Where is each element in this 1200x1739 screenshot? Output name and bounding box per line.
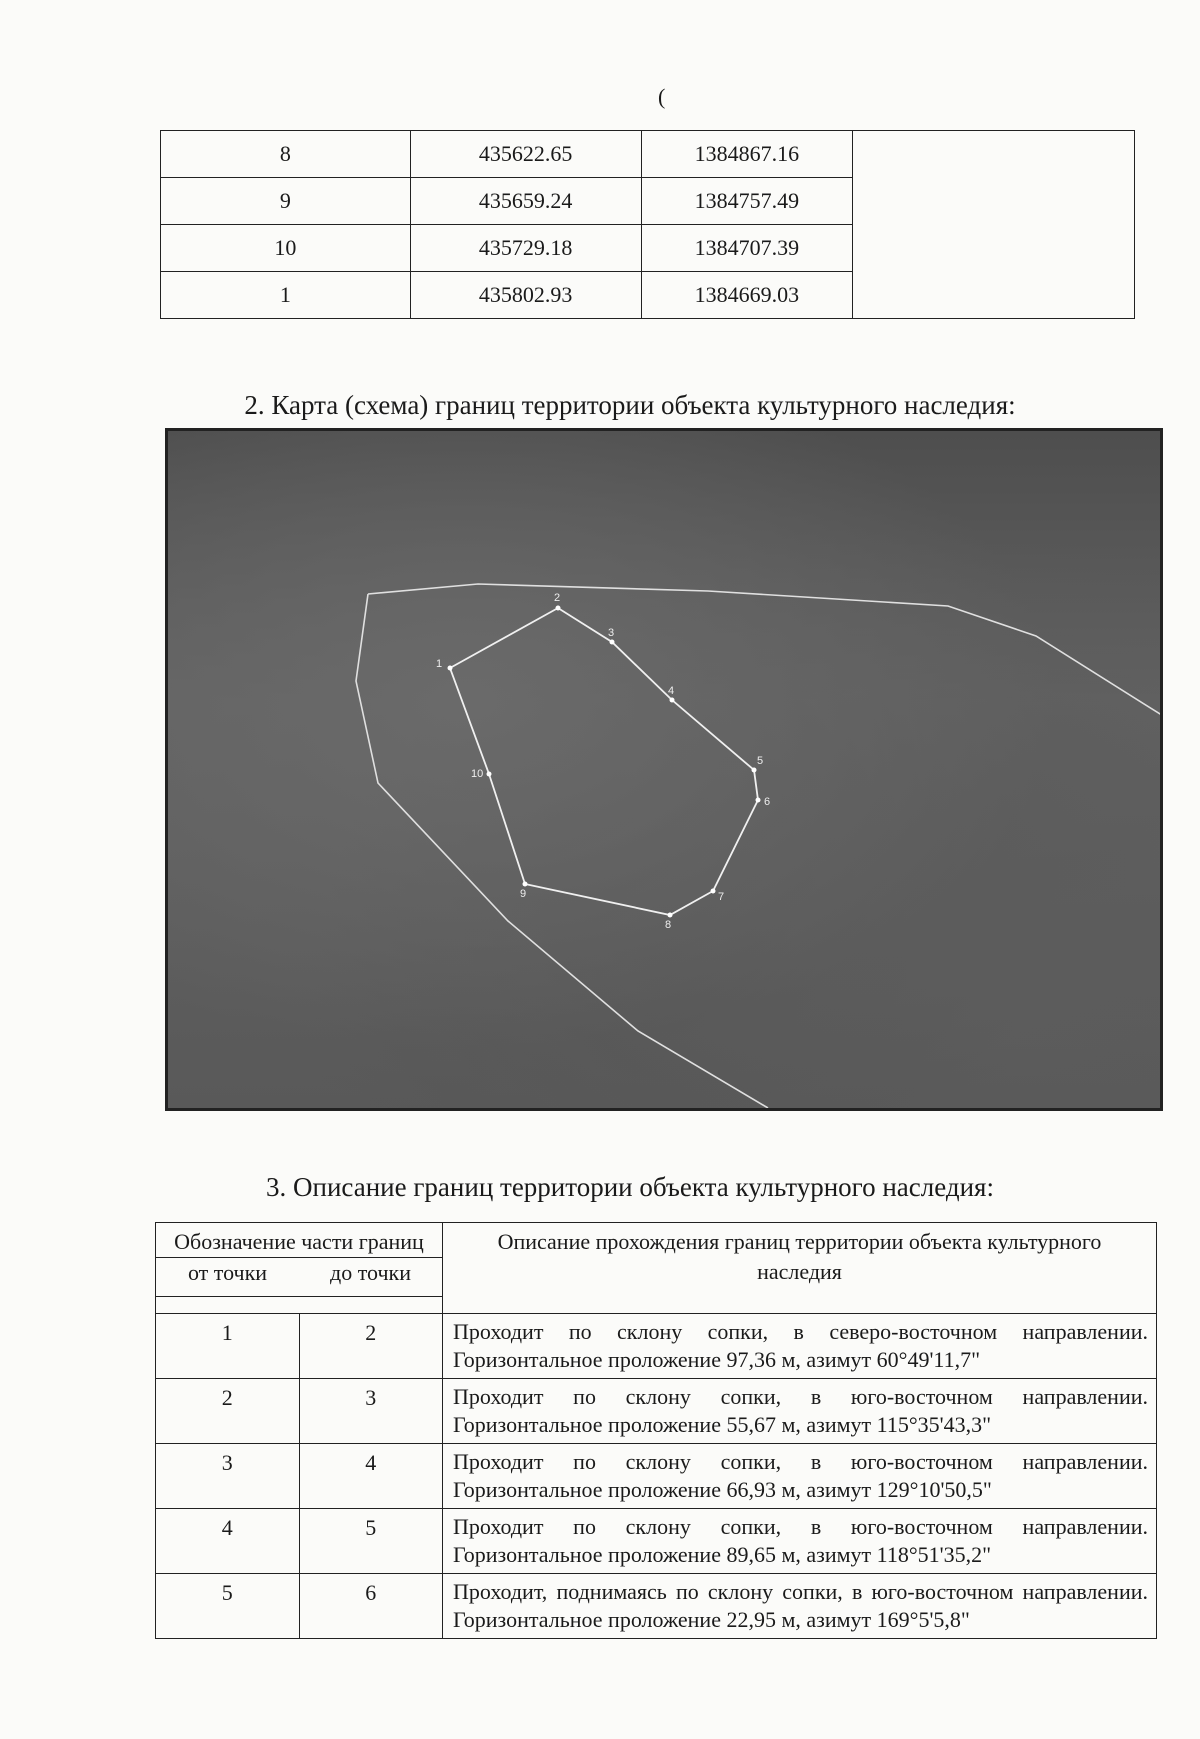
from-point-cell: 2 — [156, 1379, 300, 1444]
boundary-map — [165, 428, 1163, 1111]
point-label-3: 3 — [608, 627, 615, 639]
table-row — [156, 1444, 1157, 1509]
table-row — [156, 1314, 1157, 1379]
boundary-point — [487, 772, 492, 777]
map-drawing — [168, 431, 1160, 1108]
boundary-point — [523, 882, 528, 887]
boundary-point — [556, 606, 561, 611]
to-point-cell: 4 — [299, 1444, 443, 1509]
x-coordinate-cell: 435729.18 — [410, 225, 641, 272]
to-point-cell: 6 — [299, 1574, 443, 1639]
header-from-cell: от точки — [156, 1258, 300, 1297]
point-number-cell: 9 — [161, 178, 411, 225]
empty-cell — [853, 131, 1135, 319]
boundary-point — [711, 889, 716, 894]
spacer-cell — [156, 1297, 443, 1314]
header-to-cell: до точки — [299, 1258, 443, 1297]
to-point-cell: 3 — [299, 1379, 443, 1444]
point-label-9: 9 — [520, 888, 527, 900]
description-cell: Проходит, поднимаясь по склону сопки, в юго-восточном направлении. Горизонтальное проложение 22,95 м, азимут 169°5'5,8" — [443, 1574, 1157, 1639]
description-cell: Проходит по склону сопки, в юго-восточном направлении. Горизонтальное проложение 89,65 м, азимут 118°51'35,2" — [443, 1509, 1157, 1574]
header-description-cell: Описание прохождения границ территории объекта культурного наследия — [443, 1223, 1157, 1314]
boundary-point — [448, 666, 453, 671]
from-point-cell: 4 — [156, 1509, 300, 1574]
point-label-10: 10 — [471, 768, 484, 780]
section-3-title: 3. Описание границ территории объекта культурного наследия: — [266, 1172, 994, 1202]
boundary-point — [668, 913, 673, 918]
y-coordinate-cell: 1384707.39 — [641, 225, 852, 272]
outer-contour-line — [356, 594, 771, 1108]
boundary-point — [756, 798, 761, 803]
point-number-cell: 10 — [161, 225, 411, 272]
coordinates-table — [160, 130, 1135, 319]
outer-contour-line — [368, 584, 1160, 719]
point-label-6: 6 — [764, 796, 771, 808]
point-label-2: 2 — [554, 592, 561, 604]
from-point-cell: 5 — [156, 1574, 300, 1639]
point-label-7: 7 — [718, 891, 725, 903]
boundary-point — [752, 768, 757, 773]
description-cell: Проходит по склону сопки, в юго-восточном направлении. Горизонтальное проложение 66,93 м, азимут 129°10'50,5" — [443, 1444, 1157, 1509]
description-cell: Проходит по склону сопки, в северо-восточном направлении. Горизонтальное проложение 97,36 м, азимут 60°49'11,7" — [443, 1314, 1157, 1379]
boundary-point — [670, 698, 675, 703]
from-point-cell: 3 — [156, 1444, 300, 1509]
table-header-row — [156, 1223, 1157, 1258]
point-label-1: 1 — [436, 658, 443, 670]
boundary-polygon — [450, 608, 758, 915]
boundary-description-table — [155, 1222, 1157, 1639]
table-row — [156, 1574, 1157, 1639]
point-label-8: 8 — [665, 919, 672, 931]
y-coordinate-cell: 1384757.49 — [641, 178, 852, 225]
x-coordinate-cell: 435802.93 — [410, 272, 641, 319]
table-row — [156, 1379, 1157, 1444]
table-row — [161, 131, 1135, 178]
x-coordinate-cell: 435659.24 — [410, 178, 641, 225]
to-point-cell: 5 — [299, 1509, 443, 1574]
to-point-cell: 2 — [299, 1314, 443, 1379]
boundary-point — [610, 640, 615, 645]
table-row — [156, 1509, 1157, 1574]
header-part-cell: Обозначение части границ — [156, 1223, 443, 1258]
x-coordinate-cell: 435622.65 — [410, 131, 641, 178]
from-point-cell: 1 — [156, 1314, 300, 1379]
y-coordinate-cell: 1384867.16 — [641, 131, 852, 178]
boundary-points — [448, 606, 764, 918]
page-mark: ( — [658, 84, 666, 109]
point-label-5: 5 — [757, 755, 764, 767]
point-number-cell: 1 — [161, 272, 411, 319]
section-2-title: 2. Карта (схема) границ территории объекта культурного наследия: — [244, 390, 1016, 420]
y-coordinate-cell: 1384669.03 — [641, 272, 852, 319]
point-label-4: 4 — [668, 685, 675, 697]
point-number-cell: 8 — [161, 131, 411, 178]
description-cell: Проходит по склону сопки, в юго-восточном направлении. Горизонтальное проложение 55,67 м, азимут 115°35'43,3" — [443, 1379, 1157, 1444]
point-labels — [436, 592, 770, 931]
